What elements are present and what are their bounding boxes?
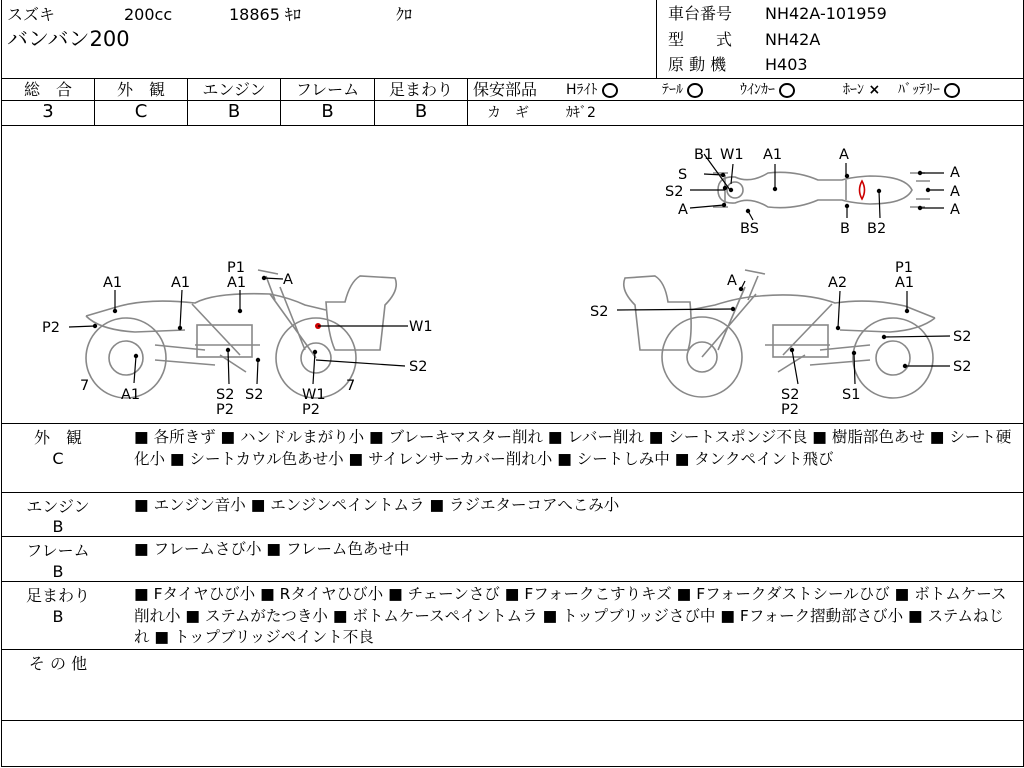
- grade-engine-label: エンジン: [202, 80, 266, 99]
- left-label: A1: [171, 275, 191, 291]
- damage-mark: [860, 181, 865, 199]
- winker-item: [740, 80, 795, 100]
- grade-exterior-value: C: [134, 101, 148, 122]
- winker-label: ｳｲﾝｶｰ: [740, 82, 775, 98]
- ok-circle-icon: [944, 83, 960, 98]
- maker: スズキ: [7, 5, 56, 24]
- motorcycle-top-view: [713, 172, 930, 207]
- right-label: A2: [828, 275, 848, 291]
- detail-category: 足まわり: [25, 586, 90, 605]
- detail-category: 外 観: [33, 428, 82, 447]
- left-label: P2: [216, 402, 234, 418]
- detail-text: ■ 各所きず ■ ハンドルまがり小 ■ ブレーキマスター削れ ■ レバー削れ ■ シートスポンジ不良 ■ 樹脂部色あせ ■ シート硬化小 ■ シートカウル色あせ小 ■ サイレンサーカバー削れ小 ■ シートしみ中 ■ タンクペイント飛び: [134, 428, 1012, 468]
- tail-label: ﾃｰﾙ: [662, 82, 683, 98]
- motorcycle-diagram: [0, 126, 1024, 424]
- rule: [467, 79, 468, 126]
- top-label: A: [839, 147, 849, 163]
- safety-label: 保安部品: [473, 80, 538, 99]
- left-label: S2: [216, 387, 235, 403]
- rule: [94, 79, 95, 126]
- right-label: P2: [781, 402, 799, 418]
- right-label: S1: [842, 387, 861, 403]
- mileage: 18865 ｷﾛ: [229, 5, 301, 24]
- grade-total-label: 総 合: [23, 80, 72, 99]
- left-label: 7: [80, 378, 90, 394]
- key-label: カ ギ: [487, 105, 529, 121]
- detail-text: ■ Fタイヤひび小 ■ Rタイヤひび小 ■ チェーンさび ■ Fフォークこすりキズ ■ Fフォークダストシールひび ■ ボトムケース削れ小 ■ ステムがたつき小 ■ ボトムケースペイントムラ ■ トップブリッジさび中 ■ Fフォーク摺動部さび小 ■ ステムねじれ ■ トップブリッジペイント不良: [134, 585, 1007, 646]
- grade-suspension-value: B: [414, 101, 428, 122]
- tail-item: [662, 80, 703, 100]
- right-label: S2: [953, 329, 972, 345]
- detail-grade: C: [52, 449, 64, 468]
- top-label: A: [950, 184, 960, 200]
- chassis-label: 車台番号: [668, 4, 733, 23]
- rule: [374, 79, 375, 126]
- detail-category: そ の 他: [28, 654, 88, 673]
- header-divider: [656, 0, 657, 78]
- type-value: NH42A: [765, 30, 821, 49]
- rule: [1, 649, 1023, 650]
- rule: [1, 423, 1023, 424]
- displacement: 200cc: [124, 5, 173, 24]
- rule: [1, 78, 1023, 79]
- rule: [1, 581, 1023, 582]
- grade-frame-label: フレーム: [295, 80, 360, 99]
- left-label: S2: [409, 359, 428, 375]
- engine-value: H403: [765, 55, 808, 74]
- right-label: S2: [781, 387, 800, 403]
- detail-grade: B: [52, 562, 64, 581]
- color: ｸﾛ: [396, 5, 413, 24]
- grade-suspension-label: 足まわり: [388, 80, 453, 99]
- left-label: A1: [227, 275, 247, 291]
- battery-item: [898, 80, 960, 100]
- grade-frame-value: B: [321, 101, 334, 122]
- top-label: B1: [694, 147, 714, 163]
- rule: [1, 720, 1023, 721]
- model-name: バンバン200: [7, 27, 130, 51]
- left-label: S2: [245, 387, 264, 403]
- top-label: A: [950, 202, 960, 218]
- left-label: A1: [121, 387, 141, 403]
- right-label: S2: [953, 359, 972, 375]
- ok-circle-icon: [687, 83, 703, 98]
- horn-item: [843, 80, 880, 100]
- battery-label: ﾊﾞｯﾃﾘｰ: [898, 82, 940, 98]
- left-label: W1: [409, 319, 433, 335]
- detail-category: エンジン: [26, 497, 90, 516]
- grade-engine-value: B: [227, 101, 241, 122]
- left-label: A1: [103, 275, 123, 291]
- right-label: P1: [895, 260, 913, 276]
- top-label: W1: [720, 147, 744, 163]
- left-label: P2: [42, 320, 60, 336]
- detail-text: ■ フレームさび小 ■ フレーム色あせ中: [134, 540, 410, 558]
- headlight-item: [566, 80, 618, 100]
- rule: [467, 100, 1023, 101]
- label-layer: [42, 147, 971, 418]
- horn-ng-mark: ×: [868, 82, 881, 98]
- rule: [280, 79, 281, 126]
- detail-grade: B: [52, 517, 64, 536]
- horn-label: ﾎｰﾝ: [843, 82, 864, 98]
- top-label: A1: [763, 147, 783, 163]
- ok-circle-icon: [602, 83, 618, 98]
- right-label: A1: [895, 275, 915, 291]
- ok-circle-icon: [779, 83, 795, 98]
- right-label: S2: [590, 304, 609, 320]
- rule: [1, 492, 1023, 493]
- top-label: B2: [867, 221, 887, 237]
- engine-label: 原 動 機: [668, 55, 727, 74]
- grade-exterior-label: 外 観: [116, 80, 165, 99]
- key-value: ｶｷﾞ2: [566, 105, 596, 121]
- top-label: S: [678, 167, 688, 183]
- rule: [1, 100, 468, 101]
- grade-total-value: 3: [42, 101, 54, 122]
- left-label: A: [283, 272, 293, 288]
- top-label: BS: [740, 221, 759, 237]
- left-label: W1: [302, 387, 326, 403]
- rule: [187, 79, 188, 126]
- motorcycle-right-view: [624, 270, 935, 398]
- left-label: P1: [227, 260, 245, 276]
- detail-category: フレーム: [26, 541, 90, 560]
- top-label: S2: [665, 184, 684, 200]
- top-label: B: [840, 221, 850, 237]
- type-label: 型 式: [668, 30, 733, 49]
- top-label: A: [950, 165, 960, 181]
- detail-text: ■ エンジン音小 ■ エンジンペイントムラ ■ ラジエターコアへこみ小: [134, 496, 620, 514]
- right-label: A: [727, 273, 737, 289]
- left-label: 7: [346, 378, 356, 394]
- chassis-value: NH42A-101959: [765, 4, 887, 23]
- detail-grade: B: [52, 607, 64, 626]
- top-label: A: [678, 202, 688, 218]
- rule: [1, 536, 1023, 537]
- left-label: P2: [302, 402, 320, 418]
- headlight-label: Hﾗｲﾄ: [566, 82, 598, 98]
